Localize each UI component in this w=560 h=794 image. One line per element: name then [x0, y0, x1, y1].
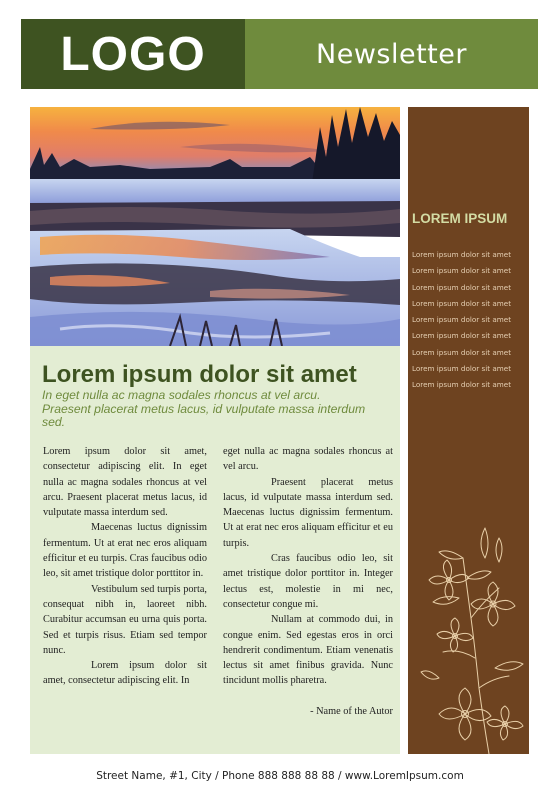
- sidebar-list-item: Lorem ipsum dolor sit amet: [412, 347, 512, 357]
- sidebar-list-item: Lorem ipsum dolor sit amet: [412, 380, 512, 390]
- sidebar-list: [412, 247, 511, 394]
- paragraph: Maecenas luctus dignissim fermentum. Ut at erat nec eros aliquam efficitur et eu turpis. Cras faucibus odio leo, sit amet tristique dolor porttitor in.: [43, 522, 207, 580]
- newsletter-title: Newsletter: [245, 19, 538, 89]
- article-column-left: [43, 444, 207, 689]
- article-author: - Name of the Autor: [310, 705, 393, 717]
- paragraph: Lorem ipsum dolor sit amet, consectetur adipiscing elit. In: [43, 660, 207, 687]
- paragraph: Nullam at commodo dui, in congue enim. Sed egestas eros in orci hendrerit condimentum. Etiam venenatis lectus sit amet finibus gravida. Nunc tincidunt mollis pharetra.: [223, 614, 393, 687]
- sidebar-list-item: Lorem ipsum dolor sit amet: [412, 315, 512, 325]
- sidebar-list-item: Lorem ipsum dolor sit amet: [412, 331, 512, 341]
- hero-photo: [30, 107, 400, 346]
- logo: LOGO: [21, 19, 245, 89]
- footer-contact: Street Name, #1, City / Phone 888 888 88 88 / www.LoremIpsum.com: [96, 770, 464, 782]
- paragraph: eget nulla ac magna sodales rhoncus at vel arcu.: [223, 446, 393, 473]
- paragraph: Lorem ipsum dolor sit amet, consectetur adipiscing elit. In eget nulla ac magna sodales rhoncus at vel arcu. Praesent placerat metus lacus, id vulputate massa interdum sed.: [43, 446, 207, 519]
- sidebar-list-item: Lorem ipsum dolor sit amet: [412, 282, 512, 292]
- flower-illustration: [419, 518, 529, 754]
- article-subhead: In eget nulla ac magna sodales rhoncus at vel arcu. Praesent placerat metus lacus, id vulputate massa interdum sed.: [42, 388, 366, 429]
- sidebar-list-item: Lorem ipsum dolor sit amet: [412, 266, 512, 276]
- sidebar-title: LOREM IPSUM: [412, 211, 508, 226]
- paragraph: Cras faucibus odio leo, sit amet tristique dolor porttitor in. Integer lectus est, molestie in mi nec, consectetur congue mi.: [223, 553, 393, 610]
- paragraph: Vestibulum sed turpis porta, consequat nibh in, laoreet nibh. Curabitur accumsan eu urna quis porta. Sed et turpis risus. Etiam sed tempor nunc.: [43, 583, 207, 656]
- article-column-right: [223, 444, 393, 719]
- sidebar-list-item: Lorem ipsum dolor sit amet: [412, 364, 512, 374]
- paragraph: Praesent placerat metus lacus, id vulputate massa interdum sed. Maecenas luctus dignissim fermentum. Ut at erat nec eros aliquam efficitur et eu turpis.: [223, 476, 393, 549]
- sidebar-list-item: Lorem ipsum dolor sit amet: [412, 250, 512, 259]
- sidebar-list-item: Lorem ipsum dolor sit amet: [412, 298, 512, 308]
- article-headline: Lorem ipsum dolor sit amet: [42, 361, 357, 388]
